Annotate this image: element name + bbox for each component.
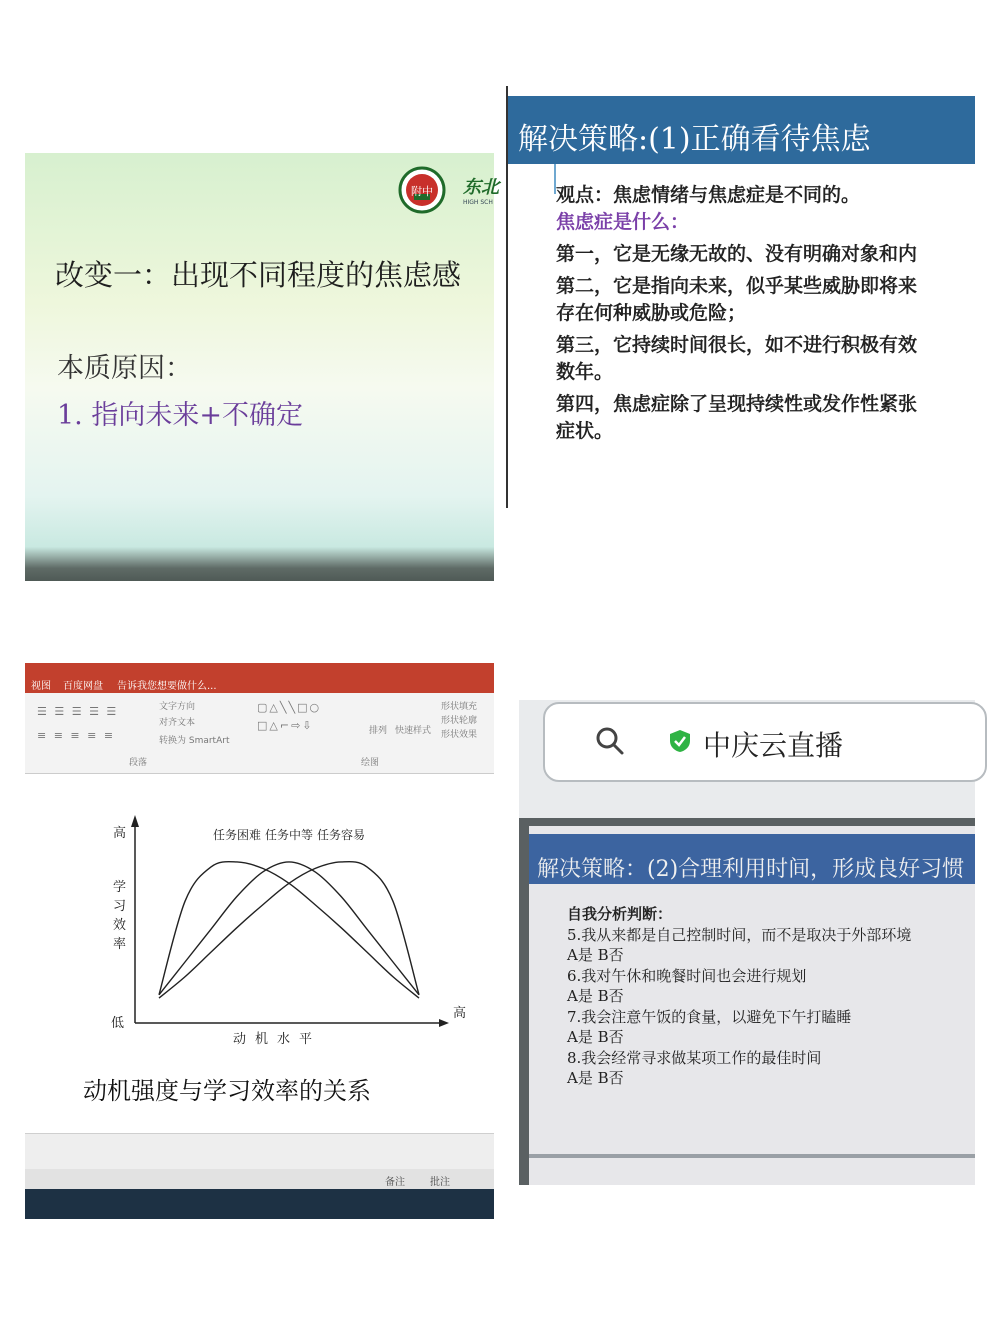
y-axis-label-char: 率 [113, 937, 127, 952]
comments-button[interactable]: 批注 [430, 1177, 450, 1188]
answer-options: A是 B否 [567, 1028, 624, 1046]
quick-styles-button[interactable]: 快速样式 [395, 726, 432, 736]
text-line: 第四，焦虑症除了呈现持续性或发作性紧张 [556, 393, 918, 415]
answer-options: A是 B否 [567, 987, 624, 1005]
taskbar [25, 1189, 494, 1219]
text-line: 症状。 [556, 420, 614, 442]
title-band [529, 834, 975, 884]
shape-outline-button[interactable]: 形状轮廓 [441, 716, 478, 726]
question-heading: 自我分析判断： [567, 905, 673, 923]
text-line: 存在何种威胁或危险； [556, 302, 747, 324]
series-label-3: 任务容易 [316, 828, 366, 842]
shapes-gallery[interactable]: ▢△╲╲□○ [257, 701, 322, 714]
drawing-group-label: 绘图 [361, 758, 380, 768]
series-label-1: 任务困难 [212, 828, 262, 842]
logo-subtext: HIGH SCH [463, 199, 493, 206]
list-icons[interactable]: ☰ ☰ ☰ ☰ ☰ [37, 705, 119, 718]
title-band [508, 96, 975, 164]
ppt-window [25, 663, 494, 1219]
series-line-2 [159, 862, 419, 995]
search-icon[interactable] [595, 726, 625, 756]
y-axis-label-char: 效 [113, 918, 127, 933]
answer-options: A是 B否 [567, 1069, 624, 1087]
text-line: 焦虑症是什么： [556, 211, 690, 233]
align-text-button[interactable]: 对齐文本 [159, 718, 196, 728]
y-axis-label-char: 习 [113, 899, 127, 914]
notes-button[interactable]: 备注 [385, 1177, 405, 1188]
y-high-label: 高 [113, 826, 127, 841]
slide-title: 改变一：出现不同程度的焦虑感 [55, 258, 462, 292]
motivation-efficiency-chart [103, 813, 483, 1053]
tab-baidu-netdisk[interactable]: 百度网盘 [63, 681, 103, 692]
question-item: 8.我会经常寻求做某项工作的最佳时间 [567, 1048, 822, 1067]
series-line-1 [159, 862, 419, 998]
site-name: 中庆云直播 [703, 729, 844, 762]
y-axis-label-char: 学 [113, 880, 127, 895]
livestream-screen [519, 700, 975, 1185]
text-line: 观点：焦虑情绪与焦虑症是不同的。 [556, 184, 861, 206]
text-line: 第三，它持续时间很长，如不进行积极有效 [556, 334, 918, 356]
question-item: 7.我会注意午饭的食量，以避免下午打瞌睡 [567, 1007, 852, 1026]
y-axis-arrow-icon [131, 815, 139, 827]
text-line: 数年。 [556, 361, 614, 383]
series-line-3 [159, 862, 419, 998]
x-axis-label: 动机水平 [233, 1032, 322, 1047]
shapes-gallery-row[interactable]: □△⌐⇨⇩ [257, 719, 314, 732]
address-bar[interactable] [543, 702, 987, 782]
ribbon-tabs [25, 663, 494, 693]
slide-strategy-1 [506, 86, 975, 508]
answer-options: A是 B否 [567, 946, 624, 964]
x-high-label: 高 [453, 1006, 467, 1021]
arrange-button[interactable]: 排列 [369, 726, 388, 736]
notes-area [25, 1133, 494, 1170]
slide-strategy-2 [529, 826, 975, 1185]
chart-caption: 动机强度与学习效率的关系 [83, 1077, 371, 1105]
text-line: 第一，它是无缘无故的、没有明确对象和内 [556, 243, 918, 265]
key-point: 1. 指向未来+不确定 [57, 400, 303, 431]
slide-anxiety-change [25, 153, 499, 581]
tell-me-box[interactable]: 告诉我您想要做什么... [117, 681, 217, 692]
question-list [567, 904, 911, 1089]
browser-header [519, 700, 975, 818]
ribbon-body [25, 693, 494, 774]
text-body [556, 182, 986, 445]
verified-shield-icon [669, 729, 691, 753]
x-axis-arrow-icon [439, 1019, 449, 1027]
text-direction-button[interactable]: 文字方向 [159, 702, 196, 712]
slide-title: 解决策略：(2)合理利用时间，形成良好习惯 [537, 857, 965, 882]
y-axis-label [113, 880, 126, 952]
school-logo-icon [392, 166, 452, 214]
convert-smartart-button[interactable]: 转换为 SmartArt [159, 736, 230, 746]
question-item: 6.我对午休和晚餐时间也会进行规划 [567, 966, 807, 985]
slide-title: 解决策略:(1)正确看待焦虑 [518, 122, 871, 157]
text-line: 第二，它是指向未来，似乎某些威胁即将来 [556, 275, 918, 297]
slide-bottom-bar [529, 1154, 975, 1158]
series-label-2: 任务中等 [264, 828, 314, 842]
logo-text: 东北 [463, 177, 499, 198]
subtitle: 本质原因： [57, 353, 192, 384]
y-low-label: 低 [111, 1016, 125, 1031]
align-icons[interactable]: ≡ ≡ ≡ ≡ ≡ [37, 729, 116, 742]
paragraph-group-label: 段落 [129, 758, 148, 768]
shape-effects-button[interactable]: 形状效果 [441, 730, 478, 740]
tab-view[interactable]: 视图 [31, 681, 51, 692]
shape-fill-button[interactable]: 形状填充 [441, 702, 478, 712]
question-item: 5.我从来都是自己控制时间，而不是取决于外部环境 [567, 925, 912, 944]
logo-mark: 附中 [411, 185, 433, 198]
status-bar [25, 1169, 494, 1189]
